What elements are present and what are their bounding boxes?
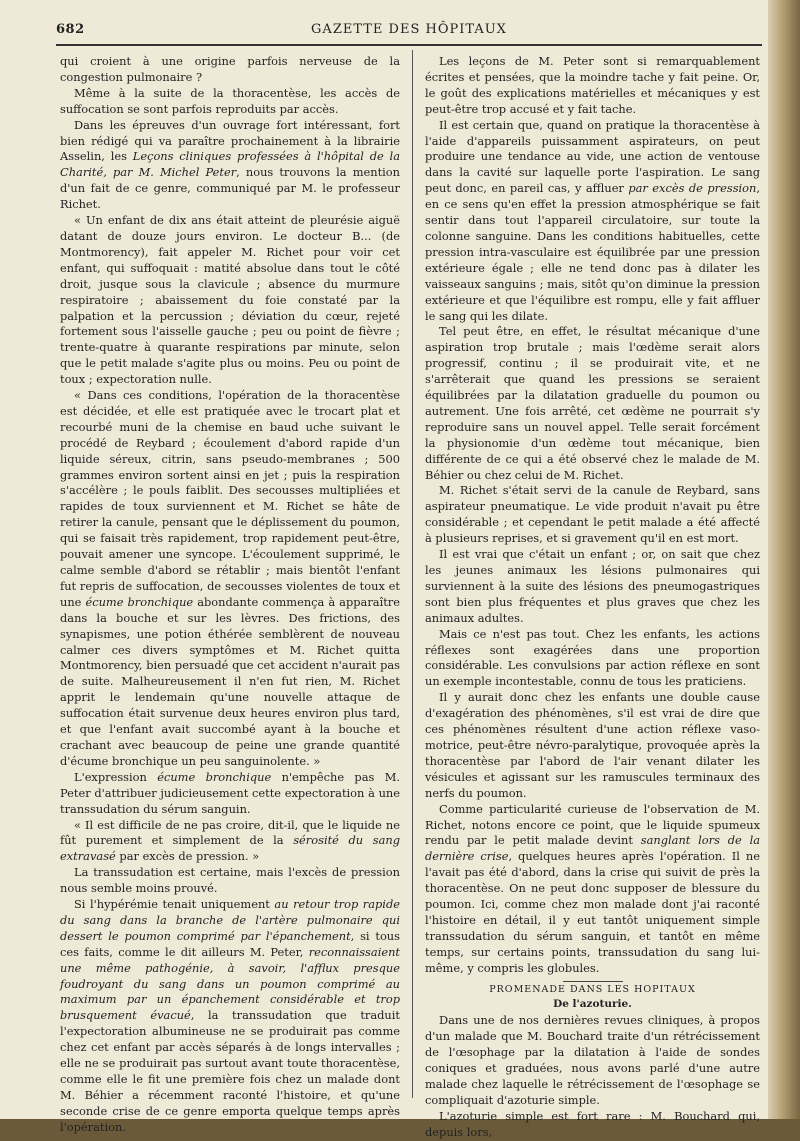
right-column-paragraph: M. Richet s'était servi de la canule de Reybard, sans aspirateur pneumatique. Le vide produit n'avait pu être considérable ; et cependant le petit malade a été affecté à plusieurs reprises, et si gravement qu'il en est mort. [425,483,760,546]
journal-title: GAZETTE DES HÔPITAUX [311,22,507,37]
page-edge [768,0,800,1119]
right-column-paragraph: Les leçons de M. Peter sont si remarquablement écrites et pensées, que la moindre tache y fait peine. Or, le goût des explications matérielles et mécaniques y est peut-être trop accusé et y fait tache. [425,54,760,116]
left-column-paragraph: « Un enfant de dix ans était atteint de pleurésie aiguë datant de douze jours environ. Le docteur B... (de Montmorency), fait appeler M. Richet pour voir cet enfant, qui suffoquait : matité absolue dans tout le côté droit, jusque sous la clavicule ; absence du murmure respiratoire ; abaissement du foie constaté par la palpation et la percussion ; déviation du cœur, rejeté fortement sous l'aisselle gauche ; peu ou point de fièvre ; trente-quatre à quarante respirations par minute, selon que le petit malade s'agite plus ou moins. Peu ou point de toux ; expectoration nulle. [60,213,400,387]
section-paragraph: Dans une de nos dernières revues cliniques, à propos d'un malade que M. Bouchard traite d'un rétrécissement de l'œsophage par la dilatation à l'aide de sondes coniques et graduées, nous avons parlé d'une autre malade chez laquelle le rétrécissement de l'œsophage se compliquait d'azoturie simple. [425,1013,760,1107]
right-column-paragraph: Tel peut être, en effet, le résultat mécanique d'une aspiration trop brutale ; mais l'œdème serait alors progressif, continu ; il se produirait vite, et ne s'arrêterait que quand les pressions se seraient équilibrées par la dilatation graduelle du poumon ou autrement. Une fois arrêté, cet œdème ne pourrait s'y reproduire sans un nouvel appel. Telle serait forcément la physionomie d'un œdème tout mécanique, bien différente de ce qui a été observé chez le malade de M. Béhier ou chez celui de M. Richet. [425,324,760,482]
right-column-paragraph: Mais ce n'est pas tout. Chez les enfants, les actions réflexes sont exagérées dans une proportion considérable. Les convulsions par action réflexe en sont un exemple incontestable, connu de tous les praticiens. [425,626,760,689]
right-column-paragraph: Comme particularité curieuse de l'observation de M. Richet, notons encore ce point, que le liquide spumeux rendu par le petit malade devint sanglant lors de la dernière crise, quelques heures après l'opération. Il ne l'avait pas été d'abord, dans la crise qui suivit de près la thoracentèse. On ne peut donc supposer de blessure du poumon. Ici, comme chez mon malade dont j'ai raconté l'histoire en détail, il y eut tantôt uniquement simple transsudation du sérum sanguin, et tantôt en même temps, sur certains points, transsudation du sang lui-même, y compris les globules. [425,801,761,975]
right-column-body [425,54,760,977]
left-column-paragraph: Même à la suite de la thoracentèse, les accès de suffocation se sont parfois reproduits par accès. [60,85,400,116]
left-column-paragraph: « Dans ces conditions, l'opération de la thoracentèse est décidée, et elle est pratiquée avec le trocart plat et recourbé muni de la chemise en baud uche suivant le procédé de Reybard ; écoulement d'abord rapide d'un liquide séreux, citrin, sans pseudo-membranes ; 500 grammes environ sortent ainsi en jet ; puis la respiration s'accélère ; le pouls faiblit. Des secousses multipliées et rapides de toux surviennent et M. Richet se hâte de retirer la canule, pensant que le déplissement du poumon, qui se faisait très rapidement, trop rapidement peut-être, pouvait amener une syncope. L'écoulement supprimé, le calme semble d'abord se rétablir ; mais bientôt l'enfant fut repris de suffocation, de secousses violentes de toux et une écume bronchique abondante commença à apparaître dans la bouche et sur les lèvres. Des frictions, des synapismes, une potion éthérée semblèrent de nouveau calmer ces divers symptômes et M. Richet quitta Montmorency, bien persuadé que cet accident n'aurait pas de suite. Malheureusement il n'en fut rien, M. Richet apprit le lendemain qu'une nouvelle attaque de suffocation était survenue deux heures environ plus tard, et que l'enfant avait succombé ayant à la bouche et crachant avec beaucoup de peine une grande quantité d'écume bronchique un peu sanguinolente. » [60,388,400,768]
right-column-paragraph: Il est vrai que c'était un enfant ; or, on sait que chez les jeunes animaux les lésions pulmonaires qui surviennent à la suite des lésions des pneumogastriques sont bien plus fréquentes et plus graves que chez les animaux adultes. [425,547,760,625]
page-header [56,22,762,46]
column-divider [412,50,413,1098]
section-subtitle: De l'azoturie. [553,998,632,1011]
left-column-paragraph: L'expression écume bronchique n'empêche pas M. Peter d'attribuer judicieusement cette expectoration à une transsudation du sérum sanguin. [60,769,400,816]
page-number: 682 [56,22,85,37]
right-column-paragraph: Il est certain que, quand on pratique la thoracentèse à l'aide d'appareils puissamment aspirateurs, on peut produire une tendance au vide, une action de ventouse dans la cavité sur laquelle porte l'aspiration. Le sang peut donc, en pareil cas, y affluer par excès de pression, en ce sens qu'en effet la pression atmosphérique se fait sentir dans tout l'appareil circulatoire, sur toute la colonne sanguine. Dans les conditions habituelles, cette pression intra-vasculaire est équilibrée par une pression extérieure égale ; elle ne tend donc pas à dilater les vaisseaux sanguins ; mais, sitôt qu'on diminue la pression extérieure et que l'équilibre est rompu, elle y fait affluer le sang qui les dilate. [425,117,760,323]
left-column-paragraph: « Il est difficile de ne pas croire, dit-il, que le liquide ne fût purement et simplement de la sérosité du sang extravasé par excès de pression. » [60,817,400,864]
right-column-paragraph: Il y aurait donc chez les enfants une double cause d'exagération des phénomènes, s'il est vrai de dire que ces phénomènes résultent d'une action réflexe vaso-motrice, peut-être névro-paralytique, provoquée après la thoracentèse par l'abord de l'air venant dilater les vésicules et agissant sur les ramuscules terminaux des nerfs du poumon. [425,690,760,800]
left-column [60,54,400,1136]
left-column-paragraph: Si l'hypérémie tenait uniquement au retour trop rapide du sang dans la branche de l'artère pulmonaire qui dessert le poumon comprimé par l'épanchement, si tous ces faits, comme le dit ailleurs M. Peter, reconnaissaient une même pathogénie, à savoir, l'afflux presque foudroyant du sang dans un poumon comprimé au maximum par un épanchement considérable et trop brusquement évacué, la transsudation que traduit l'expectoration albumineuse ne se produirait pas comme chez cet enfant par accès séparés à de longs intervalles ; elle ne se produirait pas surtout avant toute thoracentèse, comme elle le fit une première fois chez un malade dont M. Béhier a récemment raconté l'histoire, et qu'une seconde crise de ce genre emporta quelque temps après l'opération. [60,897,400,1134]
section-paragraph: L'azoturie simple est fort rare : M. Bouchard qui, depuis lors, [425,1108,760,1139]
left-column-paragraph: La transsudation est certaine, mais l'excès de pression nous semble moins prouvé. [60,865,400,896]
left-column-paragraph: qui croient à une origine parfois nerveuse de la congestion pulmonaire ? [60,54,400,84]
section-body [425,1013,760,1140]
right-column [425,54,760,1141]
section-title: PROMENADE DANS LES HOPITAUX [489,983,696,995]
header-rule [56,44,762,46]
left-column-paragraph: Dans les épreuves d'un ouvrage fort intéressant, fort bien rédigé qui va paraître prochainement à la librairie Asselin, les Leçons cliniques professées à l'hôpital de la Charité, par M. Michel Peter, nous trouvons la mention d'un fait de ce genre, communiqué par M. le professeur Richet. [60,117,400,212]
